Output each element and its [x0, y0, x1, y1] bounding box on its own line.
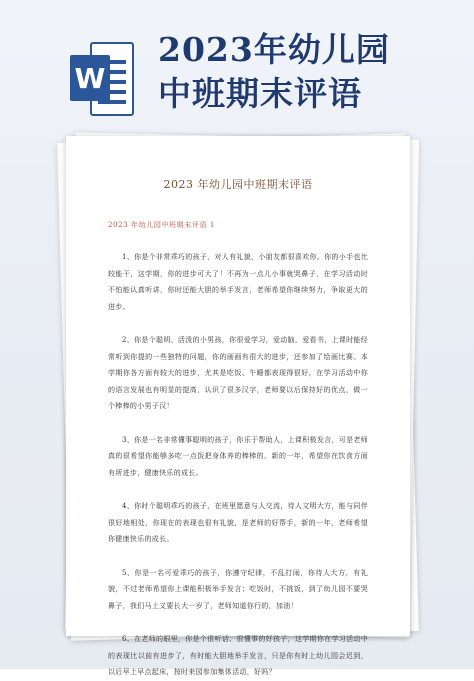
paragraph: 6、在老师的眼里，你是个很听话、很懂事的好孩子，这学期你在学习活动中的表现比以前有进步了，有时能大胆地举手发言，只是你有时上幼儿园会迟到，以后早上早点起床，按时来园参加集体活动，好吗？ [108, 635, 368, 676]
hero-title-line2: 中班期末评语 [158, 74, 362, 113]
word-logo-icon [70, 42, 136, 116]
document-title: 2023 年幼儿园中班期末评语 [163, 178, 313, 191]
paragraph: 2、你是个聪明、活泼的小男孩，你很爱学习，爱动脑，爱看书，上课时能经常听到你提的一些独特的问题，你的画画有很大的进步，还参加了绘画比赛。本学期你各方面有较大的进步，尤其是吃饭、午睡都表现得很好，在学习活动中你的语言发展也有明显的提高，认识了很多汉字，老师要以后保持好的优点，做一个棒棒的小男子汉！ [108, 336, 368, 410]
paragraph: 5、你是一名可爱乖巧的孩子，你遵守纪律，不乱打闹，你待人大方，有礼貌，不过老师希望你上课能积极举手发言；吃饭时，不挑饭，到了幼儿园不要哭鼻子，我们马上又要长大一岁了，老师知道你行的，加油！ [108, 568, 368, 610]
hero-title [158, 28, 458, 116]
document-subtitle: 2023 年幼儿园中班期末评语 1 [108, 221, 215, 229]
paragraph: 3、你是一名非常懂事聪明的孩子，你乐于帮助人，上课积极发言，可是老师真的很希望你能够多吃一点饭把身体养的棒棒的。新的一年，希望你在饮食方面有所进步，健康快乐的成长。 [108, 435, 368, 477]
hero-title-line1: 2023年幼儿园 [158, 30, 390, 69]
paragraph: 1、你是个非常乖巧的孩子，对人有礼貌，小朋友都很喜欢你。你的小手也比较能干，这学期，你的进步可大了！不再为一点儿小事就哭鼻子，在学习活动时不怕能认真听讲，你时还能大胆的举手发言，老师希望你继续努力，争取更大的进步。 [108, 253, 368, 311]
paragraph: 4、你时个聪明乖巧的孩子，在班里愿意与人交流，待人文明大方，能与同伴很好地相处，你现在的表现也很有礼貌，是老师的好帮手，新的一年，老师希望你健康快乐的成长。 [108, 502, 368, 543]
word-badge: W [70, 55, 110, 101]
document-page [66, 136, 410, 676]
